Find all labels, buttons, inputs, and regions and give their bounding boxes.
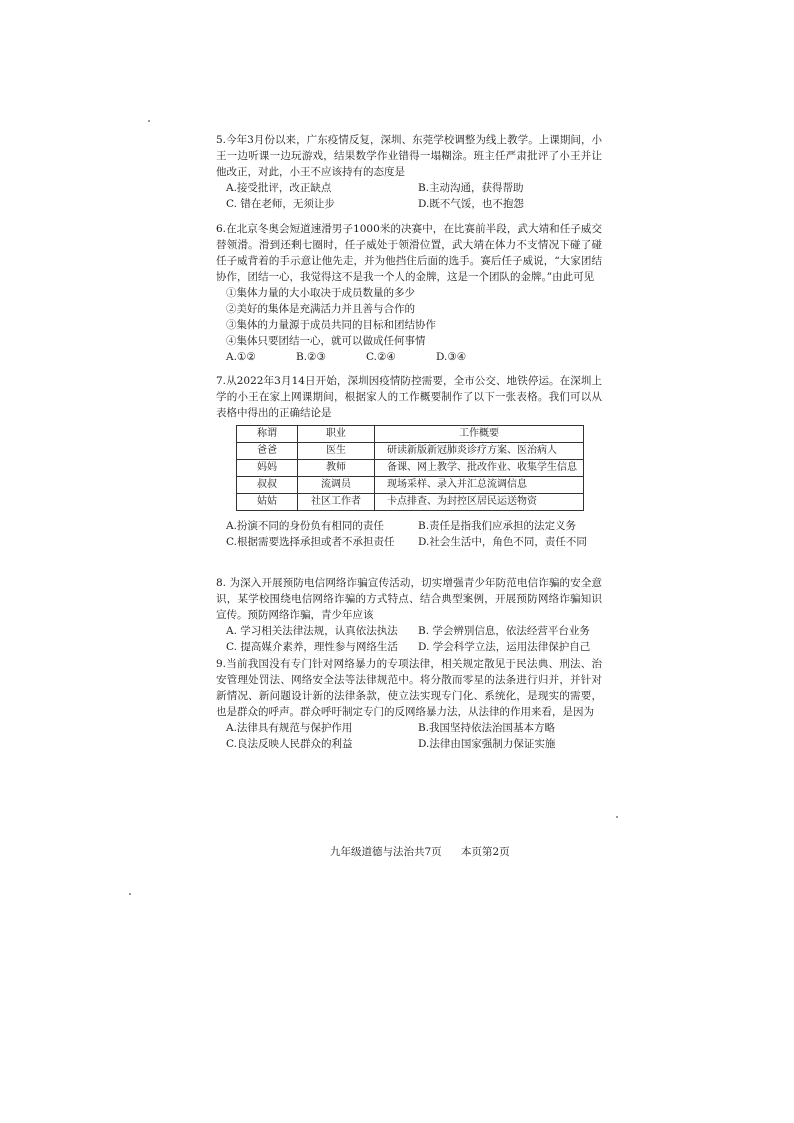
question-5-stem: 5.今年3月份以来，广东疫情反复，深圳、东莞学校调整为线上教学。上课期间，小王一边听课一边玩游戏，结果数学作业错得一塌糊涂。班主任严肃批评了小王并让他改正，对此，小王不应该持有的态度是 — [216, 134, 602, 178]
option-a: A.扮演不同的身份负有相同的责任 — [226, 520, 384, 532]
option-d: D.法律由国家强制力保证实施 — [418, 738, 556, 750]
question-6-options — [216, 349, 506, 365]
option-c: C. 提高媒介素养，理性参与网络生活 — [226, 641, 398, 653]
table-cell: 社区工作者 — [298, 494, 375, 511]
table-cell: 姑姑 — [237, 494, 298, 511]
page-footer — [330, 844, 526, 859]
option-b: B. 学会辨别信息，依法经营平台业务 — [418, 625, 590, 637]
table-cell: 医生 — [298, 443, 375, 460]
option-c: C.根据需要选择承担或者不承担责任 — [226, 536, 395, 548]
option-c: C.良法反映人民群众的利益 — [226, 738, 353, 750]
statement: ①集体力量的大小取决于成员数量的多少 — [226, 287, 415, 299]
table-row — [237, 460, 584, 477]
table-header-cell: 工作概要 — [375, 426, 584, 443]
question-7-stem: 7.从2022年3月14日开始，深圳因疫情防控需要，全市公交、地铁停运。在深圳上学的小王在家上网课期间，根据家人的工作概要制作了以下一张表格。我们可以从表格中得出的正确结论是 — [216, 375, 602, 419]
statement: ②美好的集体是充满活力并且善与合作的 — [226, 303, 415, 315]
table-cell: 妈妈 — [237, 460, 298, 477]
option-a: A.①② — [226, 351, 256, 363]
table-cell: 叔叔 — [237, 477, 298, 494]
table-cell: 备课、网上教学、批改作业、收集学生信息 — [375, 460, 584, 477]
question-9 — [216, 656, 602, 752]
total-pages: 九年级道德与法治共7页 — [330, 846, 442, 858]
question-6-stem: 6.在北京冬奥会短道速滑男子1000米的决赛中，在比赛前半段，武大靖和任子威交替领滑。滑到还剩七圈时，任子威处于领滑位置，武大靖在体力不支情况下碰了碰任子威背着的手示意让他先走，并为他挡住后面的选手。赛后任子威说，“大家团结协作，团结一心，我觉得这不是我一个人的金牌，这是一个团队的金牌。”由此可见 — [216, 223, 602, 283]
option-d: D.既不气馁，也不抱怨 — [418, 198, 524, 210]
option-a: A.法律具有规范与保护作用 — [226, 722, 353, 734]
option-d: D.社会生活中，角色不同，责任不同 — [418, 536, 587, 548]
question-6 — [216, 221, 602, 365]
option-a: A.接受批评，改正缺点 — [226, 182, 332, 194]
question-8-stem: 8. 为深入开展预防电信网络诈骗宣传活动，切实增强青少年防范电信诈骗的安全意识，某学校围绕电信网络诈骗的方式特点、结合典型案例，开展预防网络诈骗知识宣传。预防网络诈骗，青少年应该 — [216, 577, 602, 621]
question-8 — [216, 575, 602, 655]
table-cell: 卡点排查、为封控区居民运送物资 — [375, 494, 584, 511]
family-work-table — [236, 425, 584, 511]
table-header-row — [237, 426, 584, 443]
table-header-cell: 称谓 — [237, 426, 298, 443]
option-b: B.②③ — [296, 351, 326, 363]
question-5-options — [216, 180, 602, 212]
question-9-options — [216, 720, 602, 752]
table-cell: 现场采样、录入并汇总流调信息 — [375, 477, 584, 494]
option-b: B.主动沟通，获得帮助 — [418, 182, 524, 194]
table-row — [237, 477, 584, 494]
table-header-cell: 职业 — [298, 426, 375, 443]
question-9-stem: 9.当前我国没有专门针对网络暴力的专项法律，相关规定散见于民法典、刑法、治安管理处罚法、网络安全法等法律规范中。将分散而零星的法条进行归并，并针对新情况、新问题设计新的法律条款，使立法实现专门化、系统化，是现实的需要，也是群众的呼声。群众呼吁制定专门的反网络暴力法，从法律的作用来看，是因为 — [216, 658, 602, 718]
table-cell: 流调员 — [298, 477, 375, 494]
option-b: B.我国坚持依法治国基本方略 — [418, 722, 556, 734]
scan-speck — [129, 893, 131, 895]
question-5 — [216, 132, 602, 212]
scan-speck — [148, 120, 150, 122]
option-a: A. 学习相关法律法规，认真依法执法 — [226, 625, 398, 637]
table-cell: 爸爸 — [237, 443, 298, 460]
option-b: B.责任是指我们应承担的法定义务 — [418, 520, 577, 532]
page-number: 本页第2页 — [461, 846, 510, 858]
option-c: C. 错在老师，无须让步 — [226, 198, 335, 210]
table-row — [237, 494, 584, 511]
option-d: D.③④ — [436, 351, 467, 363]
question-8-options — [216, 623, 602, 655]
option-d: D. 学会科学立法，运用法律保护自己 — [418, 641, 591, 653]
statement: ③集体的力量源于成员共同的目标和团结协作 — [226, 319, 436, 331]
scan-speck — [616, 816, 618, 818]
statement: ④集体只要团结一心，就可以做成任何事情 — [226, 335, 426, 347]
option-c: C.②④ — [366, 351, 396, 363]
question-7 — [216, 373, 602, 511]
question-7-options — [216, 518, 602, 550]
table-cell: 研读新版新冠肺炎诊疗方案、医治病人 — [375, 443, 584, 460]
table-row — [237, 443, 584, 460]
table-cell: 教师 — [298, 460, 375, 477]
question-7-options-block — [216, 518, 602, 550]
